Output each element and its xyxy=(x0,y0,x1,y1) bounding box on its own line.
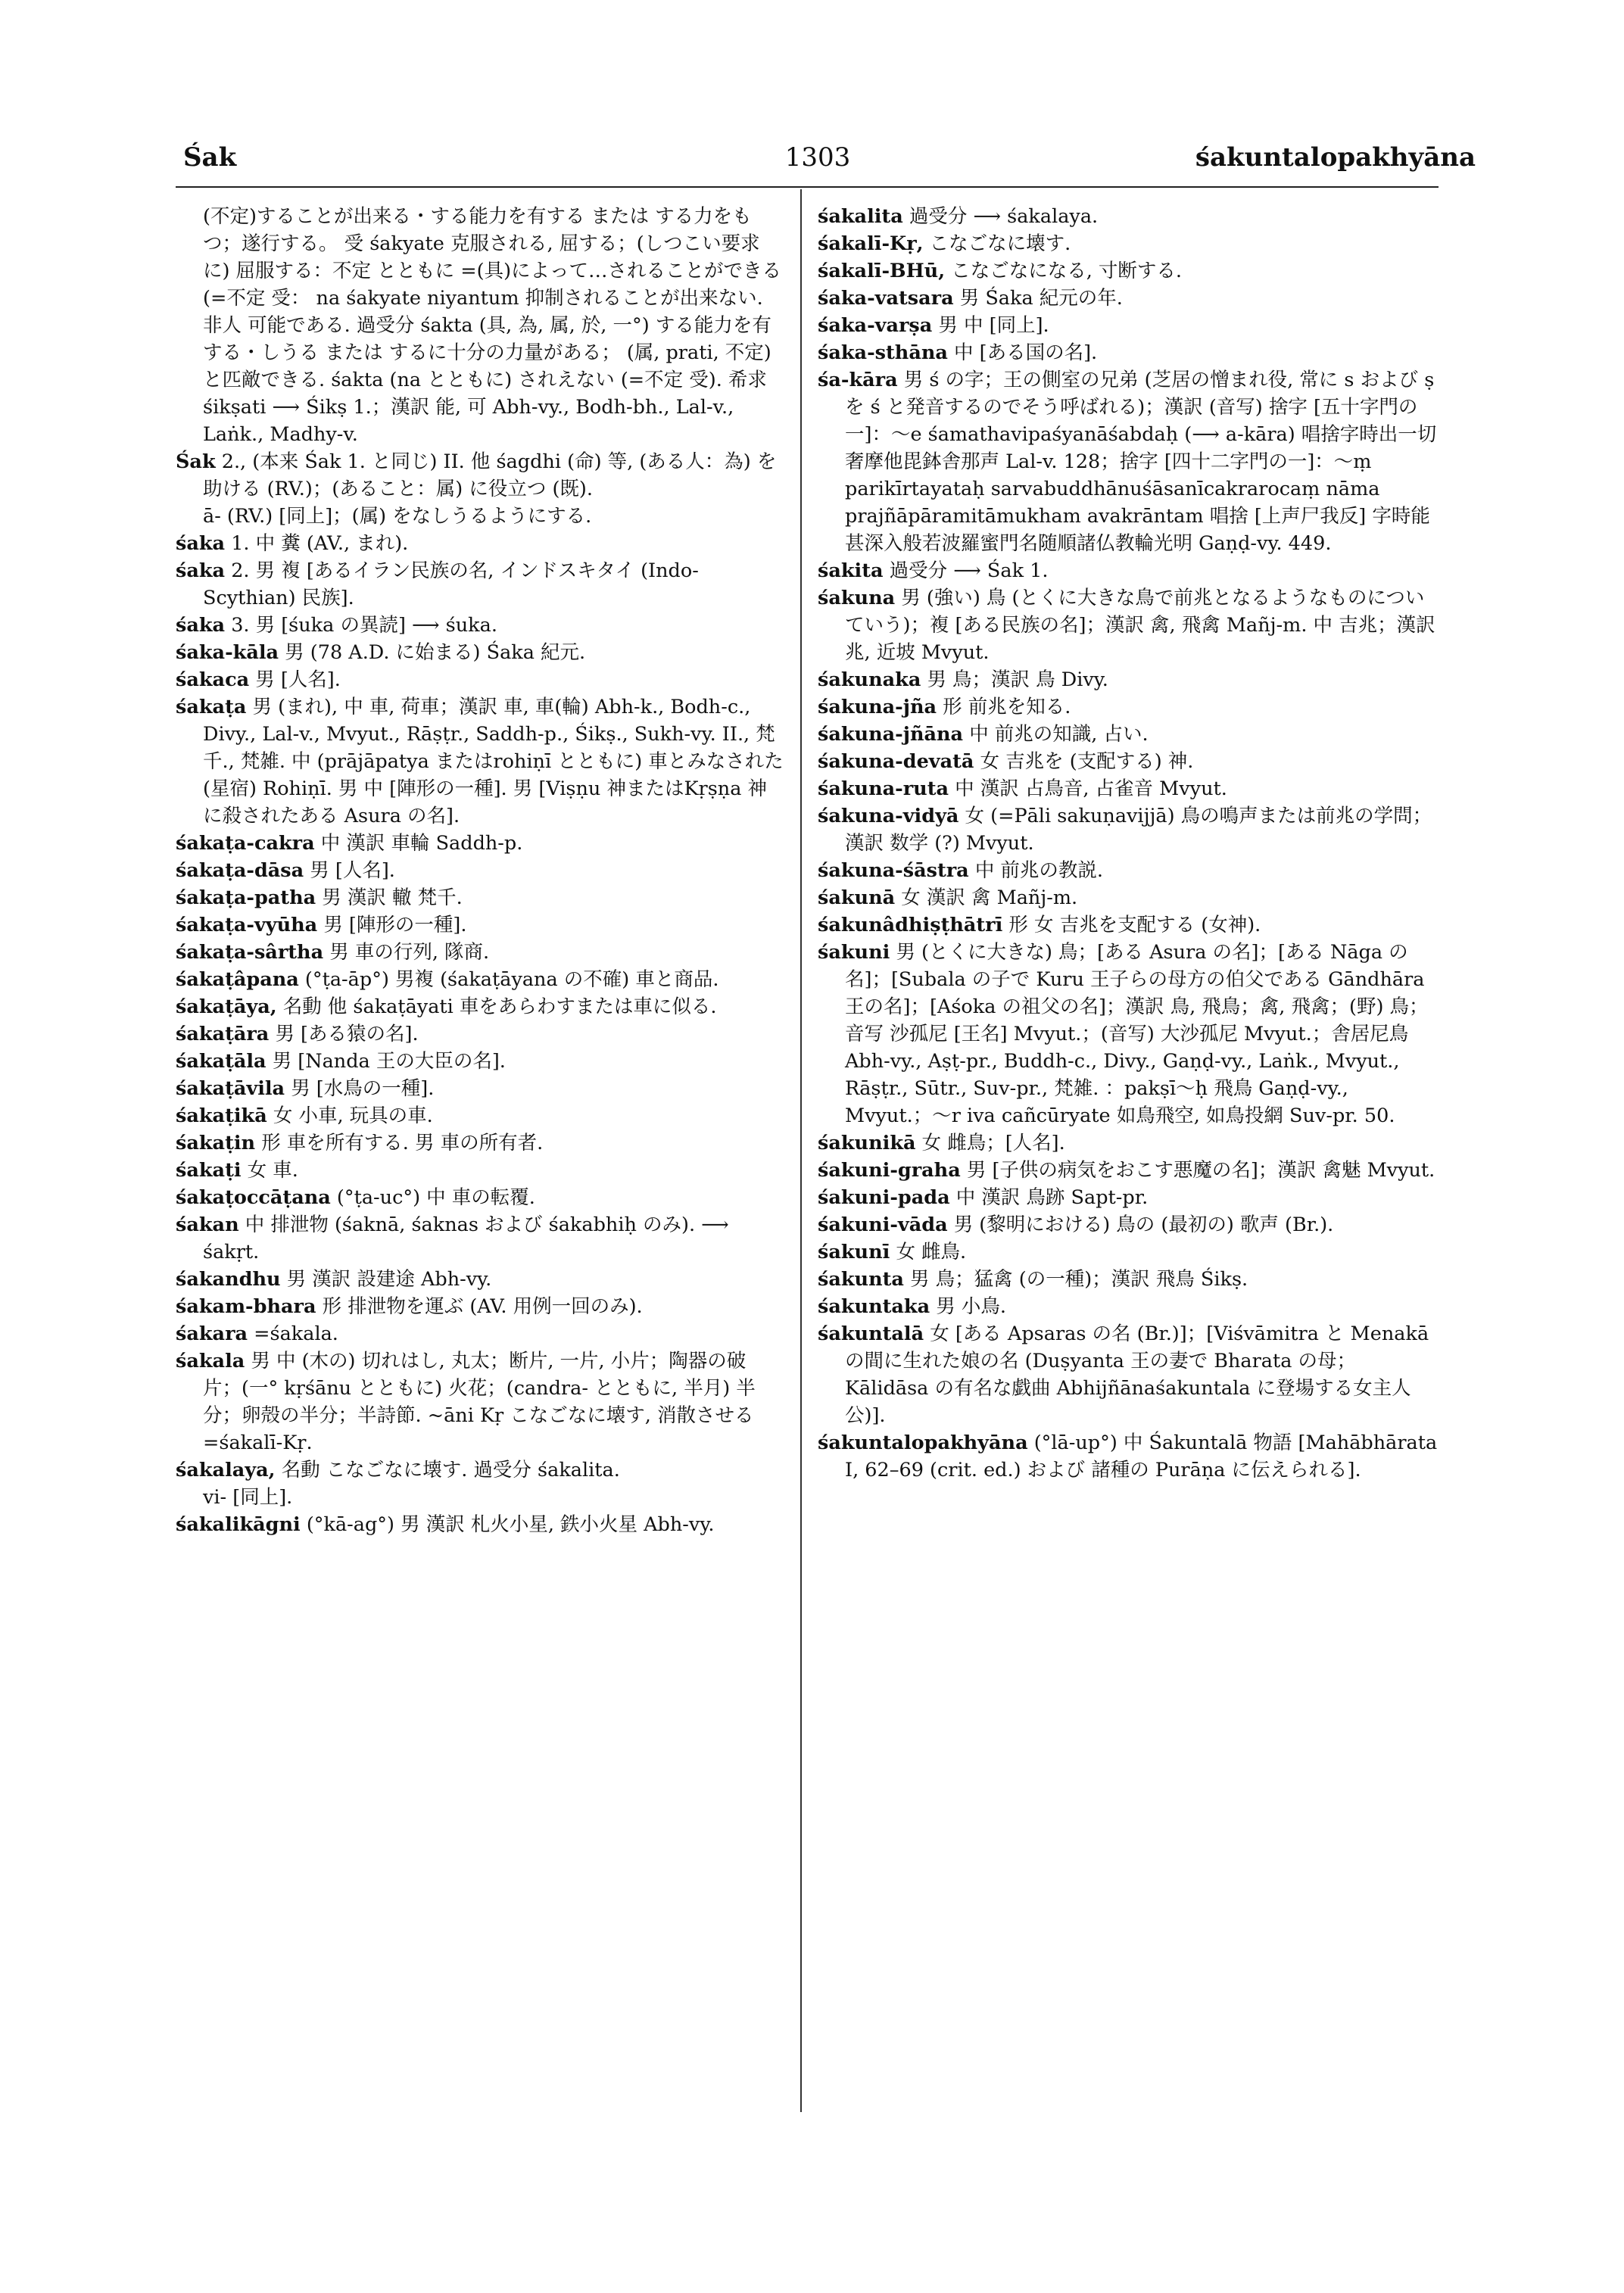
entry-definition: 女 車. xyxy=(247,1159,298,1182)
dictionary-entry xyxy=(818,1266,1439,1293)
dictionary-entry xyxy=(818,1157,1439,1184)
dictionary-entry xyxy=(176,966,784,993)
entry-headword: śakala xyxy=(176,1350,245,1372)
dictionary-entry xyxy=(818,584,1439,666)
entry-definition: こなごなになる, 寸断する. xyxy=(951,260,1183,282)
entry-headword: śakaṭi xyxy=(176,1159,242,1182)
entry-definition: 中 漢訳 占鳥音, 占雀音 Mvyut. xyxy=(955,777,1227,800)
left-column xyxy=(176,203,784,1538)
entry-definition: (°lā-up°) 中 Śakuntalā 物語 [Mahābhārata I, 62–69 (crit. ed.) および 諸種の Purāṇa に伝えられる]. xyxy=(845,1432,1438,1481)
entry-headword: Śak xyxy=(176,450,216,473)
entry-headword: śakan xyxy=(176,1213,239,1236)
entry-definition: 中 漢訳 車輪 Saddh-p. xyxy=(320,832,523,855)
entry-headword: śaka-sthāna xyxy=(818,341,948,364)
entry-definition: 過受分 ⟶ śakalaya. xyxy=(909,205,1099,228)
dictionary-entry xyxy=(818,857,1439,884)
entry-definition: (°ṭa-āp°) 男複 (śakaṭāyana の不確) 車と商品. xyxy=(304,968,719,991)
entry-definition: 2., (本来 Śak 1. と同じ) II. 他 śagdhi (命) 等, (ある人：為) を助ける (RV.)；(あること：属) に役立つ (既). xyxy=(203,450,777,500)
entry-headword: śakaṭa-patha xyxy=(176,886,316,909)
right-column xyxy=(818,203,1439,1484)
entry-definition: 男 小鳥. xyxy=(936,1295,1006,1318)
entry-definition: 男 (78 A.D. に始まる) Śaka 紀元. xyxy=(285,641,586,664)
entry-definition: 男 [陣形の一種]. xyxy=(323,914,467,936)
dictionary-entry xyxy=(176,1075,784,1102)
entry-headword: śakaṭa-dāsa xyxy=(176,859,304,882)
entry-definition: 男 鳥；漢訳 鳥 Divy. xyxy=(927,668,1108,691)
entry-definition: 男 [水鳥の一種]. xyxy=(291,1077,435,1100)
entry-headword: śakunī xyxy=(818,1241,890,1263)
header-rule xyxy=(176,186,1439,188)
dictionary-entry xyxy=(818,285,1439,312)
dictionary-entry xyxy=(176,857,784,884)
entry-headword: śakaṭin xyxy=(176,1132,256,1154)
entry-definition: 中 前兆の教説. xyxy=(974,859,1104,882)
dictionary-entry xyxy=(818,748,1439,775)
dictionary-entry xyxy=(176,693,784,830)
entry-headword: śakunaka xyxy=(818,668,921,691)
entry-definition: (不定)することが出来る・する能力を有する または する力をもつ；遂行する。 受 śakyate 克服される, 屈する；(しつこい要求に) 屈服する：不定 とともに =(具)によって…されることができる (=不定 受： na śakyate niyantum 抑制されることが出来ない. 非人 可能である. 過受分 śakta (具, 為, 属, 於, 一°) する能力を有する・しうる または するに十分の力量がある； (属, prati, 不定) と匹敵できる. śakta (na とともに) されえない (=不定 受). 希求 śikṣati ⟶ Śikṣ 1.；漢訳 能, 可 Abh-vy., Bodh-bh., Lal-v., Laṅk., Madhy-v. xyxy=(203,205,782,446)
entry-headword: śakaṭāra xyxy=(176,1023,270,1045)
entry-headword: śakaṭāya, xyxy=(176,995,277,1018)
dictionary-entry xyxy=(176,1266,784,1293)
dictionary-entry xyxy=(176,1456,784,1484)
dictionary-entry xyxy=(176,1129,784,1157)
entry-definition: 女 (=Pāli sakuṇavijjā) 鳥の鳴声または前兆の学問；漢訳 数学 (?) Mvyut. xyxy=(845,805,1432,855)
dictionary-entry xyxy=(176,1347,784,1456)
entry-headword: śakuna-śāstra xyxy=(818,859,969,882)
entry-definition: 女 漢訳 禽 Mañj-m. xyxy=(901,886,1078,909)
entry-headword: śaka xyxy=(176,559,226,582)
dictionary-entry xyxy=(176,666,784,693)
entry-definition: 男 (とくに大きな) 鳥；[ある Asura の名]；[ある Nāga の名]；[Subala の子で Kuru 王子らの母方の伯父である Gāndhāra 王の名]；[Aśoka の祖父の名]；漢訳 鳥, 飛鳥；禽, 飛禽；(野) 鳥；音写 沙孤尼 [王名] Mvyut.；(音写) 大沙孤尼 Mvyut.；舎居尼鳥 Abh-vy., Aṣṭ-pr., Buddh-c., Divy., Gaṇḍ-vy., Laṅk., Mvyut., Rāṣṭr., Sūtr., Suv-pr., 梵雑. ：pakṣī～ḥ 飛鳥 Gaṇḍ-vy., Mvyut.；～r iva cañcūryate 如鳥飛空, 如鳥投網 Suv-pr. 50. xyxy=(845,941,1429,1127)
entry-headword: śakaṭa-vyūha xyxy=(176,914,318,936)
entry-definition: 男 [Nanda 王の大臣の名]. xyxy=(272,1050,506,1073)
dictionary-entry xyxy=(176,1048,784,1075)
entry-definition: こなごなに壊す. xyxy=(929,232,1071,255)
entry-definition: 男 漢訳 轍 梵千. xyxy=(322,886,463,909)
entry-headword: śakaṭāla xyxy=(176,1050,267,1073)
dictionary-entry xyxy=(818,721,1439,748)
dictionary-entry xyxy=(176,639,784,666)
entry-headword: śakalī-Kṛ, xyxy=(818,232,924,255)
dictionary-entry xyxy=(818,339,1439,366)
dictionary-entry xyxy=(176,1211,784,1266)
entry-headword: śaka-vatsara xyxy=(818,287,954,310)
entry-definition: 男 [人名]. xyxy=(255,668,341,691)
entry-definition: 男 (黎明における) 鳥の (最初の) 歌声 (Br.). xyxy=(953,1213,1334,1236)
dictionary-entry xyxy=(818,1293,1439,1320)
entry-headword: śakuni-pada xyxy=(818,1186,950,1209)
dictionary-entry xyxy=(818,775,1439,802)
entry-definition: 男 [子供の病気をおこす悪魔の名]；漢訳 禽魅 Mvyut. xyxy=(966,1159,1435,1182)
entry-definition: 男 [ある猿の名]. xyxy=(275,1023,419,1045)
column-divider xyxy=(800,189,802,2112)
entry-headword: śakaṭa-cakra xyxy=(176,832,315,855)
entry-headword: śa-kāra xyxy=(818,369,898,391)
dictionary-entry xyxy=(176,911,784,939)
entry-headword: śakuna-ruta xyxy=(818,777,949,800)
entry-definition: 中 排泄物 (śaknā, śaknas および śakabhiḥ のみ). ⟶ śakṛt. xyxy=(203,1213,729,1263)
entry-headword: śakunikā xyxy=(818,1132,916,1154)
entry-headword: śakuna-jñāna xyxy=(818,723,964,746)
page-number: 1303 xyxy=(784,142,851,173)
entry-definition: 男 (強い) 鳥 (とくに大きな鳥で前兆となるようなものについていう)；複 [ある民族の名]；漢訳 禽, 飛禽 Mañj-m. 中 吉兆；漢訳 兆, 近坡 Mvyut. xyxy=(845,587,1435,664)
entry-definition: 男 車の行列, 隊商. xyxy=(329,941,490,964)
dictionary-entry xyxy=(176,1184,784,1211)
dictionary-entry xyxy=(176,557,784,612)
entry-headword: śakalikāgni xyxy=(176,1513,301,1536)
entry-definition: 形 前兆を知る. xyxy=(943,696,1071,718)
dictionary-entry xyxy=(176,448,784,503)
entry-definition: 1. 中 糞 (AV., まれ). xyxy=(231,532,409,555)
entry-headword: śakalita xyxy=(818,205,903,228)
dictionary-entry xyxy=(176,884,784,911)
entry-definition: (°ṭa-uc°) 中 車の転覆. xyxy=(336,1186,535,1209)
entry-headword: śakuna-jña xyxy=(818,696,937,718)
entry-headword: śakuntalā xyxy=(818,1323,924,1345)
entry-definition: 形 車を所有する. 男 車の所有者. xyxy=(261,1132,544,1154)
dictionary-entry xyxy=(176,1511,784,1538)
entry-headword: śaka xyxy=(176,532,226,555)
entry-headword: śakuna xyxy=(818,587,896,609)
entry-headword: śakaṭa-sârtha xyxy=(176,941,324,964)
entry-headword: śakalī-BHū, xyxy=(818,260,946,282)
dictionary-entry xyxy=(176,1320,784,1347)
entry-headword: śakalaya, xyxy=(176,1459,276,1481)
dictionary-entry xyxy=(818,203,1439,230)
entry-definition: vi- [同上]. xyxy=(203,1486,293,1509)
entry-definition: 男 ś の字；王の側室の兄弟 (芝居の憎まれ役, 常に s および ṣ を ś と発音するのでそう呼ばれる)；漢訳 (音写) 捨字 [五十字門の一]：～e śamathavipaśyanāśabdaḥ (⟶ a-kāra) 唱捨字時出一切奢摩他毘鉢舎那声 Lal-v. 128；捨字 [四十二字門の一]：～ṃ parikīrtayataḥ sarvabuddhānuśāsanīcakrarocaṃ nāma prajñāpāramitāmukham avakrāntam 唱捨 [上声尸我反] 字時能甚深入般若波羅蜜門名随順諸仏教輪光明 Gaṇḍ-vy. 449. xyxy=(845,369,1437,555)
entry-headword: śakuntaka xyxy=(818,1295,930,1318)
entry-headword: śakaṭâpana xyxy=(176,968,299,991)
entry-definition: 男 (まれ), 中 車, 荷車；漢訳 車, 車(輪) Abh-k., Bodh-c., Divy., Lal-v., Mvyut., Rāṣṭr., Saddh-p., Śikṣ., Sukh-vy. II., 梵千., 梵雑. 中 (prājāpatya またはrohiṇī とともに) 車とみなされた (星宿) Rohiṇī. 男 中 [陣形の一種]. 男 [Viṣṇu 神またはKṛṣṇa 神に殺されたある Asura の名]. xyxy=(203,696,784,827)
dictionary-entry xyxy=(818,557,1439,584)
dictionary-entry xyxy=(818,1320,1439,1429)
dictionary-entry xyxy=(176,1484,784,1511)
dictionary-entry xyxy=(176,1157,784,1184)
entry-headword: śakuntalopakhyāna xyxy=(818,1432,1028,1454)
entry-definition: 女 吉兆を (支配する) 神. xyxy=(980,750,1194,773)
entry-definition: 中 [ある国の名]. xyxy=(954,341,1098,364)
dictionary-entry xyxy=(818,1211,1439,1238)
entry-headword: śakaṭoccāṭana xyxy=(176,1186,331,1209)
entry-definition: 男 [人名]. xyxy=(310,859,395,882)
entry-headword: śakaṭikā xyxy=(176,1104,267,1127)
dictionary-entry xyxy=(818,939,1439,1129)
dictionary-entry xyxy=(818,366,1439,557)
entry-headword: śakuni-graha xyxy=(818,1159,961,1182)
entry-headword: śakuni-vāda xyxy=(818,1213,948,1236)
entry-definition: 中 前兆の知識, 占い. xyxy=(969,723,1149,746)
dictionary-entry xyxy=(176,1020,784,1048)
dictionary-entry xyxy=(818,802,1439,857)
dictionary-entry xyxy=(176,830,784,857)
dictionary-entry xyxy=(818,911,1439,939)
entry-headword: śakunā xyxy=(818,886,896,909)
dictionary-entry xyxy=(176,939,784,966)
entry-headword: śakandhu xyxy=(176,1268,281,1291)
entry-headword: śakuna-devatā xyxy=(818,750,974,773)
entry-headword: śaka-kāla xyxy=(176,641,279,664)
entry-headword: śakuna-vidyā xyxy=(818,805,959,827)
dictionary-entry xyxy=(818,693,1439,721)
entry-definition: 女 [ある Apsaras の名 (Br.)]；[Viśvāmitra と Menakā の間に生れた娘の名 (Duṣyanta 王の妻で Bharata の母；Kālidāsa の有名な戯曲 Abhijñānaśakuntala に登場する女主人公)]. xyxy=(845,1323,1429,1427)
dictionary-entry xyxy=(818,1429,1439,1484)
entry-definition: 中 漢訳 鳥跡 Sapt-pr. xyxy=(955,1186,1149,1209)
dictionary-entry xyxy=(176,503,784,530)
running-head-right: śakuntalopakhyāna xyxy=(1195,142,1476,173)
entry-definition: 名動 他 śakaṭāyati 車をあらわすまたは車に似る. xyxy=(282,995,717,1018)
dictionary-entry xyxy=(176,530,784,557)
entry-headword: śaka xyxy=(176,614,226,637)
dictionary-entry xyxy=(176,993,784,1020)
entry-definition: 女 小車, 玩具の車. xyxy=(273,1104,433,1127)
entry-headword: śakuni xyxy=(818,941,890,964)
entry-definition: 男 Śaka 紀元の年. xyxy=(959,287,1123,310)
entry-definition: 形 女 吉兆を支配する (女神). xyxy=(1008,914,1261,936)
dictionary-entry xyxy=(176,1102,784,1129)
entry-headword: śakunâdhiṣṭhātrī xyxy=(818,914,1003,936)
dictionary-entry xyxy=(818,230,1439,257)
entry-headword: śakunta xyxy=(818,1268,904,1291)
entry-headword: śakara xyxy=(176,1323,248,1345)
entry-definition: 女 雌鳥；[人名]. xyxy=(921,1132,1065,1154)
dictionary-entry xyxy=(818,312,1439,339)
entry-definition: 2. 男 複 [あるイラン民族の名, インドスキタイ (Indo-Scythian) 民族]. xyxy=(203,559,699,609)
dictionary-entry xyxy=(818,1238,1439,1266)
entry-definition: =śakala. xyxy=(254,1323,338,1345)
dictionary-entry xyxy=(176,612,784,639)
entry-definition: 男 中 [同上]. xyxy=(938,314,1049,337)
dictionary-entry xyxy=(176,1293,784,1320)
entry-definition: 男 中 (木の) 切れはし, 丸太；断片, 一片, 小片；陶器の破片；(一° kṛśānu とともに) 火花；(candra- とともに, 半月) 半分；卵殻の半分；半詩節. ~āni Kṛ こなごなに壊す, 消散させる=śakalī-Kṛ. xyxy=(203,1350,756,1454)
dictionary-entry xyxy=(818,257,1439,285)
entry-headword: śakaṭāvila xyxy=(176,1077,285,1100)
entry-headword: śakita xyxy=(818,559,884,582)
entry-definition: 男 鳥；猛禽 (の一種)；漢訳 飛鳥 Śikṣ. xyxy=(910,1268,1248,1291)
running-head-left: Śak xyxy=(183,142,237,173)
entry-definition: (°kā-ag°) 男 漢訳 札火小星, 鉄小火星 Abh-vy. xyxy=(306,1513,715,1536)
entry-definition: 男 漢訳 設建途 Abh-vy. xyxy=(286,1268,492,1291)
entry-definition: 過受分 ⟶ Śak 1. xyxy=(889,559,1049,582)
entry-headword: śaka-varṣa xyxy=(818,314,933,337)
dictionary-entry xyxy=(818,1129,1439,1157)
entry-definition: 形 排泄物を運ぶ (AV. 用例一回のみ). xyxy=(322,1295,643,1318)
entry-definition: 女 雌鳥. xyxy=(896,1241,967,1263)
entry-headword: śakam-bhara xyxy=(176,1295,316,1318)
dictionary-entry xyxy=(818,666,1439,693)
entry-headword: śakaṭa xyxy=(176,696,247,718)
dictionary-entry xyxy=(818,884,1439,911)
dictionary-entry xyxy=(176,203,784,448)
entry-definition: ā- (RV.) [同上]；(属) をなしうるようにする. xyxy=(203,505,592,528)
entry-definition: 3. 男 [śuka の異読] ⟶ śuka. xyxy=(231,614,497,637)
entry-definition: 名動 こなごなに壊す. 過受分 śakalita. xyxy=(281,1459,620,1481)
dictionary-entry xyxy=(818,1184,1439,1211)
entry-headword: śakaca xyxy=(176,668,250,691)
